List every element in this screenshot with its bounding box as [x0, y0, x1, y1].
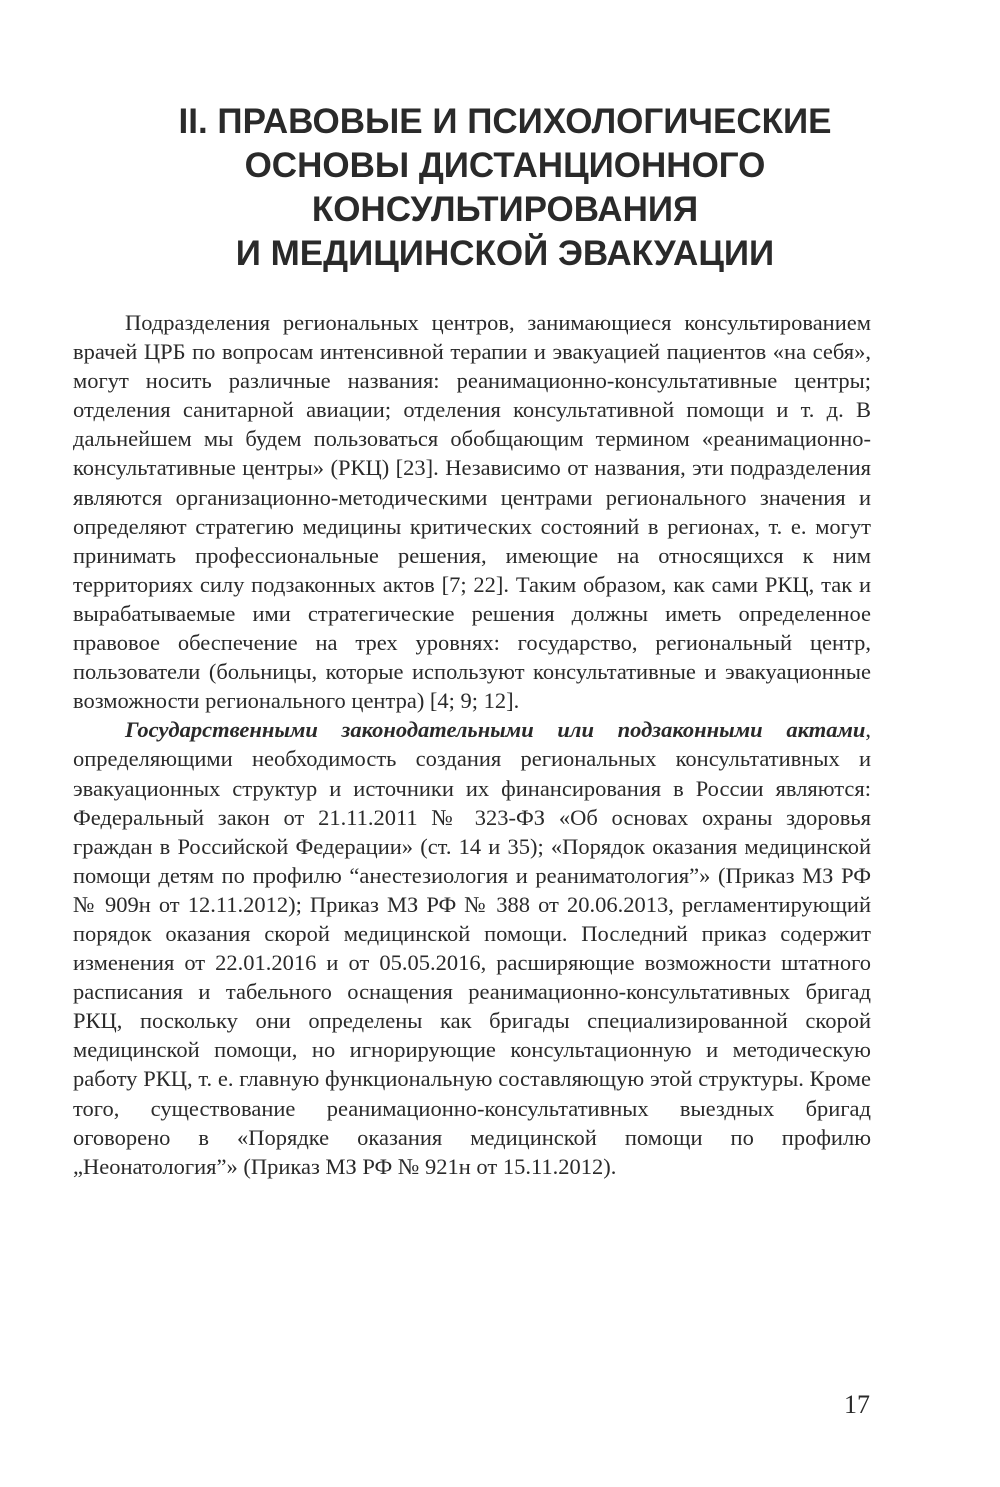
- heading-line-3: КОНСУЛЬТИРОВАНИЯ: [311, 190, 699, 229]
- body-text: [73, 308, 871, 1181]
- page-number: 17: [844, 1390, 870, 1419]
- paragraph-1: Подразделения региональных центров, занимающиеся консультированием врачей ЦРБ по вопросам интенсивной терапии и эвакуацией пациентов «на себя», могут носить различные названия: реанимационно-консультативные центры; отделения санитарной авиации; отделения консультативной помощи и т. д. В дальнейшем мы будем пользоваться обобщающим термином «реанимационно-консультативные центры» (РКЦ) [23]. Независимо от названия, эти подразделения являются организационно-методическими центрами регионального значения и определяют стратегию медицины критических состояний в регионах, т. е. могут принимать профессиональные решения, имеющие на относящихся к ним территориях силу подзаконных актов [7; 22]. Таким образом, как сами РКЦ, так и вырабатываемые ими стратегические решения должны иметь определенное правовое обеспечение на трех уровнях: государство, региональный центр, пользователи (больницы, которые используют консультативные и эвакуационные возможности регионального центра) [4; 9; 12].: [73, 310, 871, 714]
- heading-line-2: ОСНОВЫ ДИСТАНЦИОННОГО: [244, 146, 766, 185]
- chapter-heading: [90, 100, 920, 276]
- paragraph-2-emphasis: Государственными законодательными или подзаконными актами: [125, 717, 866, 743]
- paragraph-2-text: , определяющими необходимость создания региональных консультативных и эвакуационных структур и источники их финансирования в России являются: Федеральный закон от 21.11.2011 № 323-ФЗ «Об основах охраны здоровья граждан в Российской Федерации» (ст. 14 и 35); «Порядок оказания медицинской помощи детям по профилю “анестезиология и реаниматология”» (Приказ МЗ РФ № 909н от 12.11.2012); Приказ МЗ РФ № 388 от 20.06.2013, регламентирующий порядок оказания скорой медицинской помощи. Последний приказ содержит изменения от 22.01.2016 и от 05.05.2016, расширяющие возможности штатного расписания и табельного оснащения реанимационно-консультативных бригад РКЦ, поскольку они определены как бригады специализированной скорой медицинской помощи, но игнорирующие консультационную и методическую работу РКЦ, т. е. главную функциональную составляющую этой структуры. Кроме того, существование реанимационно-консультативных выездных бригад оговорено в «Порядке оказания медицинской помощи по профилю „Неонатология”» (Приказ МЗ РФ № 921н от 15.11.2012).: [73, 717, 871, 1179]
- paragraph-2: [73, 715, 871, 1181]
- heading-line-1: II. ПРАВОВЫЕ И ПСИХОЛОГИЧЕСКИЕ: [178, 102, 832, 141]
- heading-line-4: И МЕДИЦИНСКОЙ ЭВАКУАЦИИ: [235, 234, 775, 273]
